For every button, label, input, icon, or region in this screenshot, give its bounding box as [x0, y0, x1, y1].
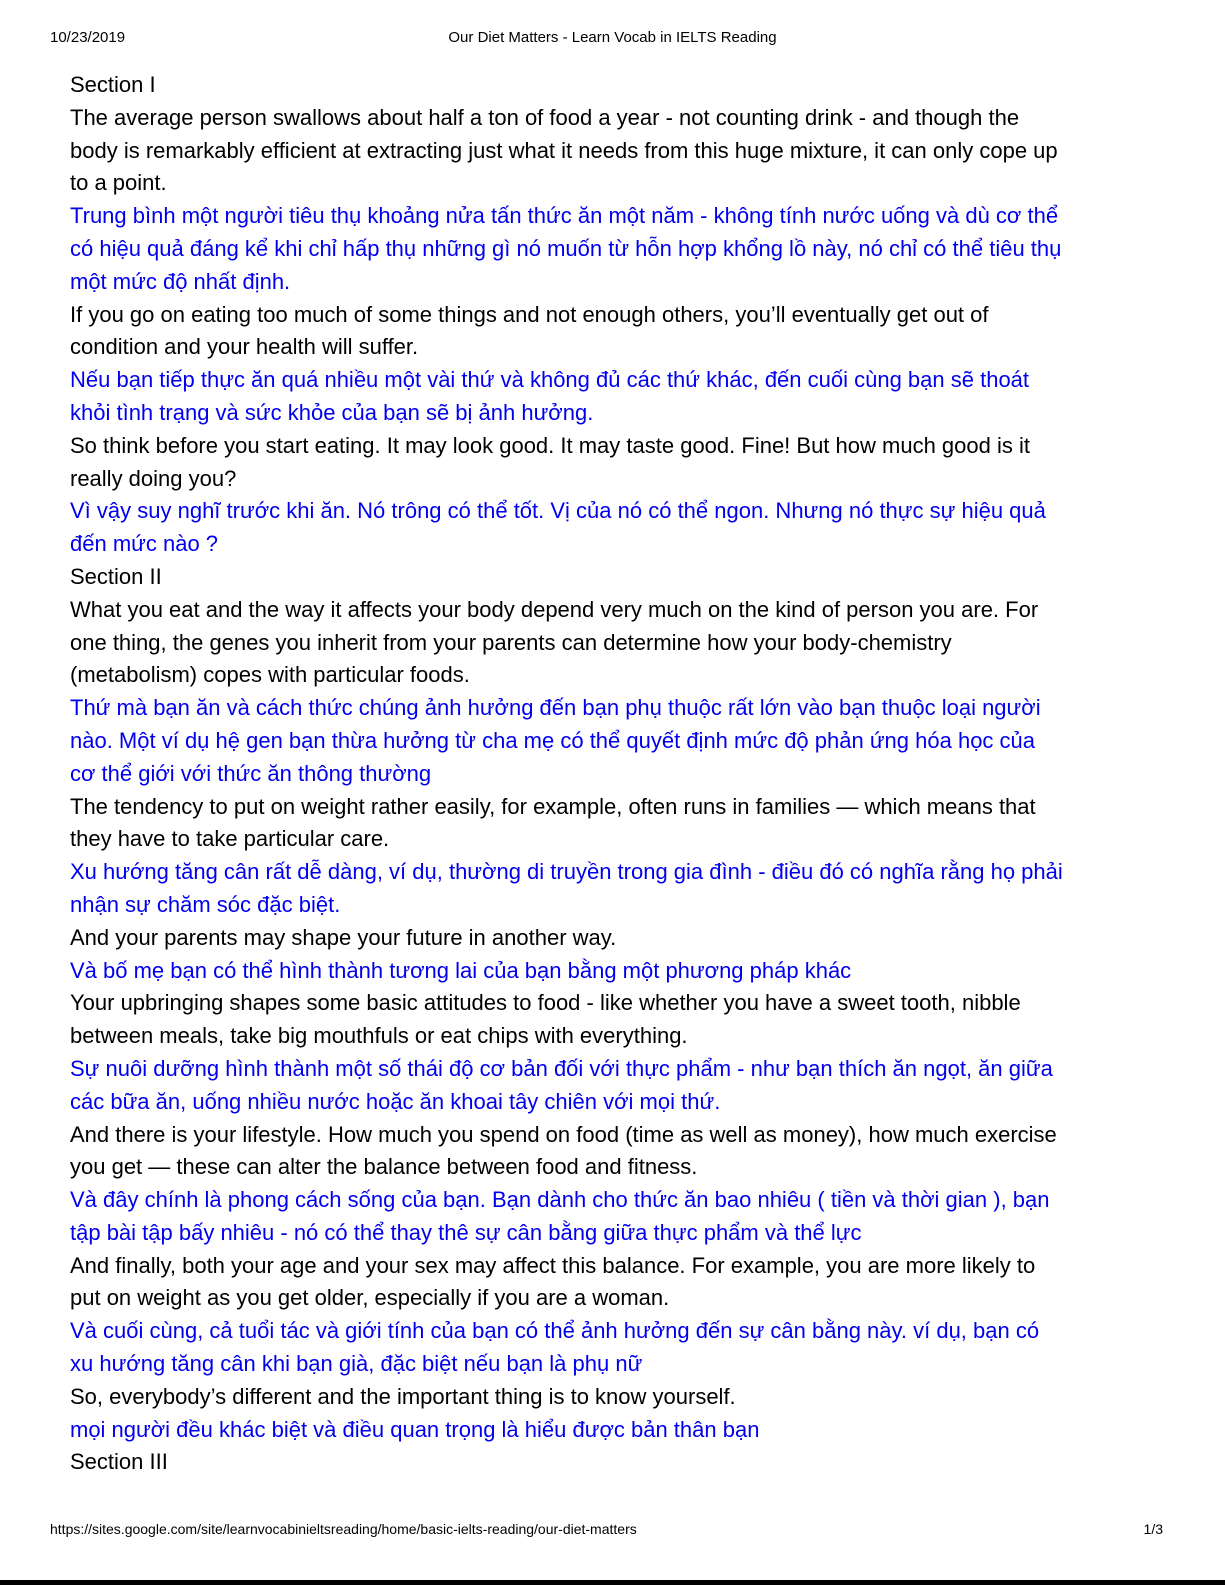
section-heading: Section I: [70, 72, 156, 97]
text-line: And finally, both your age and your sex may affect this balance. For example, you are more likely to: [70, 1252, 1036, 1278]
text-line: condition and your health will suffer.: [70, 334, 419, 360]
text-line: (metabolism) copes with particular foods.: [70, 662, 470, 688]
page-bottom-border: [0, 1580, 1225, 1585]
text-line: to a point.: [70, 170, 167, 196]
page-footer: [50, 1521, 1175, 1541]
translation-line: Thứ mà bạn ăn và cách thức chúng ảnh hưởng đến bạn phụ thuộc rất lớn vào bạn thuộc loại người: [70, 695, 1041, 721]
article-body: [70, 69, 1150, 1479]
translation-line: tập bài tập bấy nhiêu - nó có thể thay thê sự cân bằng giữa thực phẩm và thể lực: [70, 1219, 862, 1245]
text-line: Your upbringing shapes some basic attitudes to food - like whether you have a sweet tooth, nibble: [70, 990, 1021, 1016]
page-header: [50, 29, 1175, 49]
translation-line: cơ thể giới với thức ăn thông thường: [70, 760, 432, 786]
text-line: So, everybody’s different and the important thing is to know yourself.: [70, 1383, 736, 1409]
translation-line: Và cuối cùng, cả tuổi tác và giới tính của bạn có thể ảnh hưởng đến sự cân bằng này. ví dụ, bạn có: [70, 1318, 1040, 1344]
translation-line: nào. Một ví dụ hệ gen bạn thừa hưởng từ cha mẹ có thể quyết định mức độ phản ứng hóa học của: [70, 727, 1036, 753]
translation-line: một mức độ nhất định.: [70, 268, 291, 294]
page-number: 1/3: [1143, 1521, 1163, 1537]
translation-line: Nếu bạn tiếp thực ăn quá nhiều một vài thứ và không đủ các thứ khác, đến cuối cùng bạn sẽ thoát: [70, 367, 1030, 393]
text-line: you get — these can alter the balance between food and fitness.: [70, 1154, 698, 1180]
section-heading: Section II: [70, 563, 162, 589]
translation-line: mọi người đều khác biệt và điều quan trọng là hiểu được bản thân bạn: [70, 1416, 760, 1442]
text-line: And your parents may shape your future in another way.: [70, 924, 617, 950]
translation-line: Và đây chính là phong cách sống của bạn. Bạn dành cho thức ăn bao nhiêu ( tiền và thời gian ), bạn: [70, 1187, 1050, 1213]
text-line: The tendency to put on weight rather easily, for example, often runs in families — which means that: [70, 793, 1036, 819]
translation-line: có hiệu quả đáng kể khi chỉ hấp thụ những gì nó muốn từ hỗn hợp khổng lồ này, nó chỉ có thể tiêu thụ: [70, 235, 1062, 261]
text-line: they have to take particular care.: [70, 826, 390, 852]
text-line: The average person swallows about half a ton of food a year - not counting drink - and though the: [70, 104, 1020, 130]
translation-line: đến mức nào ?: [70, 531, 219, 557]
text-line: body is remarkably efficient at extracting just what it needs from this huge mixture, it can only cope up: [70, 137, 1058, 163]
translation-line: khỏi tình trạng và sức khỏe của bạn sẽ bị ảnh hưởng.: [70, 399, 594, 425]
translation-line: xu hướng tăng cân khi bạn già, đặc biệt nếu bạn là phụ nữ: [70, 1351, 643, 1377]
translation-line: nhận sự chăm sóc đặc biệt.: [70, 891, 341, 917]
translation-line: Vì vậy suy nghĩ trước khi ăn. Nó trông có thể tốt. Vị của nó có thể ngon. Nhưng nó thực sự hiệu quả: [70, 498, 1046, 524]
translation-line: các bữa ăn, uống nhiều nước hoặc ăn khoai tây chiên với mọi thứ.: [70, 1088, 721, 1114]
translation-line: Và bố mẹ bạn có thể hình thành tương lai của bạn bằng một phương pháp khác: [70, 957, 852, 983]
source-url: https://sites.google.com/site/learnvocabinieltsreading/home/basic-ielts-reading/our-diet-matters: [50, 1521, 637, 1537]
section-heading: Section III: [70, 1449, 168, 1475]
translation-line: Trung bình một người tiêu thụ khoảng nửa tấn thức ăn một năm - không tính nước uống và dù cơ thể: [70, 203, 1059, 229]
translation-line: Xu hướng tăng cân rất dễ dàng, ví dụ, thường di truyền trong gia đình - điều đó có nghĩa rằng họ phải: [70, 859, 1063, 885]
text-line: put on weight as you get older, especially if you are a woman.: [70, 1285, 670, 1311]
text-line: So think before you start eating. It may look good. It may taste good. Fine! But how much good is it: [70, 432, 1030, 458]
text-line: If you go on eating too much of some things and not enough others, you’ll eventually get out of: [70, 301, 989, 327]
translation-line: Sự nuôi dưỡng hình thành một số thái độ cơ bản đối với thực phẩm - như bạn thích ăn ngọt, ăn giữa: [70, 1055, 1053, 1081]
text-line: What you eat and the way it affects your body depend very much on the kind of person you are. For: [70, 596, 1039, 622]
page-title: Our Diet Matters - Learn Vocab in IELTS Reading: [448, 29, 777, 46]
text-line: And there is your lifestyle. How much you spend on food (time as well as money), how much exercise: [70, 1121, 1057, 1147]
text-line: really doing you?: [70, 465, 237, 491]
text-line: between meals, take big mouthfuls or eat chips with everything.: [70, 1023, 688, 1049]
text-line: one thing, the genes you inherit from your parents can determine how your body-chemistry: [70, 629, 952, 655]
print-date: 10/23/2019: [50, 29, 126, 46]
